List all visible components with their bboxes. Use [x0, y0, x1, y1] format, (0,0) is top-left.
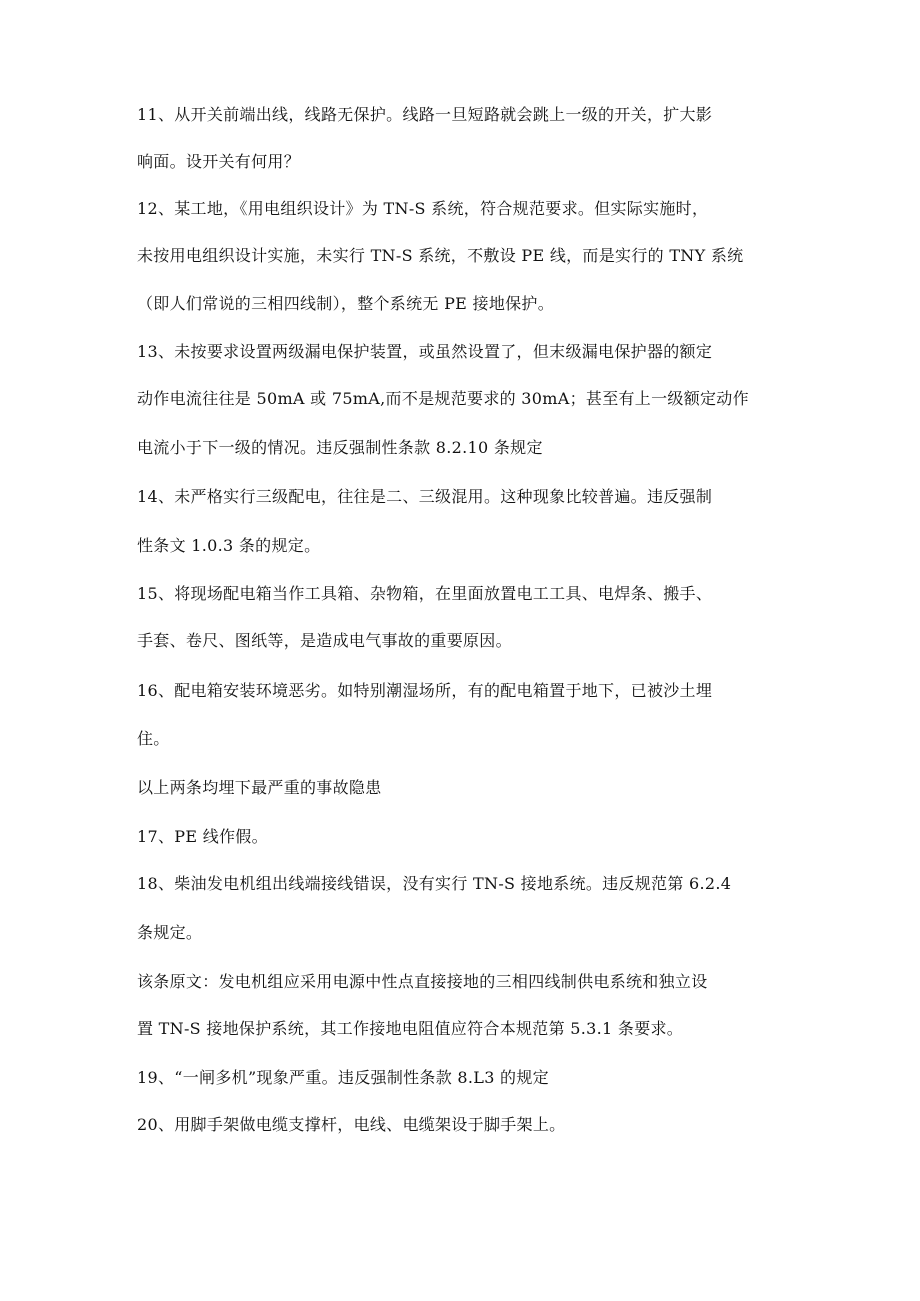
text-line: 15、将现场配电箱当作工具箱、杂物箱，在里面放置电工工具、电焊条、搬手、 — [137, 584, 713, 603]
text-line: 12、某工地，《用电组织设计》为 TN-S 系统，符合规范要求。但实际实施时， — [137, 199, 709, 218]
text-line: 未按用电组织设计实施，未实行 TN-S 系统，不敷设 PE 线，而是实行的 TNY 系统 — [137, 246, 744, 265]
text-line: 以上两条均埋下最严重的事故隐患 — [137, 778, 382, 797]
text-line: 条规定。 — [137, 923, 203, 942]
text-line: 动作电流往往是 50mA 或 75mA,而不是规范要求的 30mA；甚至有上一级额定动作 — [137, 389, 749, 408]
text-line: 20、用脚手架做电缆支撑杆，电线、电缆架设于脚手架上。 — [137, 1115, 566, 1134]
text-line: 16、配电箱安装环境恶劣。如特别潮湿场所，有的配电箱置于地下，已被沙土埋 — [137, 681, 713, 700]
text-line: 11、从开关前端出线，线路无保护。线路一旦短路就会跳上一级的开关，扩大影 — [137, 105, 713, 124]
text-line: 17、PE 线作假。 — [137, 827, 268, 846]
text-line: 响面。设开关有何用？ — [137, 152, 301, 171]
text-line: 性条文 1.0.3 条的规定。 — [137, 536, 321, 555]
text-line: 手套、卷尺、图纸等，是造成电气事故的重要原因。 — [137, 631, 512, 650]
text-line: 19、“一闸多机”现象严重。违反强制性条款 8.L3 的规定 — [137, 1068, 549, 1087]
text-line: （即人们常说的三相四线制），整个系统无 PE 接地保护。 — [137, 294, 555, 313]
text-line: 14、未严格实行三级配电，往往是二、三级混用。这种现象比较普遍。违反强制 — [137, 487, 713, 506]
text-line: 置 TN-S 接地保护系统，其工作接地电阻值应符合本规范第 5.3.1 条要求。 — [137, 1019, 684, 1038]
text-line: 电流小于下一级的情况。违反强制性条款 8.2.10 条规定 — [137, 438, 543, 457]
text-line: 住。 — [137, 729, 170, 748]
text-line: 18、柴油发电机组出线端接线错误，没有实行 TN-S 接地系统。违反规范第 6.2.4 — [137, 874, 732, 893]
text-line: 该条原文：发电机组应采用电源中性点直接接地的三相四线制供电系统和独立设 — [137, 972, 708, 991]
text-line: 13、未按要求设置两级漏电保护装置，或虽然设置了，但末级漏电保护器的额定 — [137, 342, 713, 361]
